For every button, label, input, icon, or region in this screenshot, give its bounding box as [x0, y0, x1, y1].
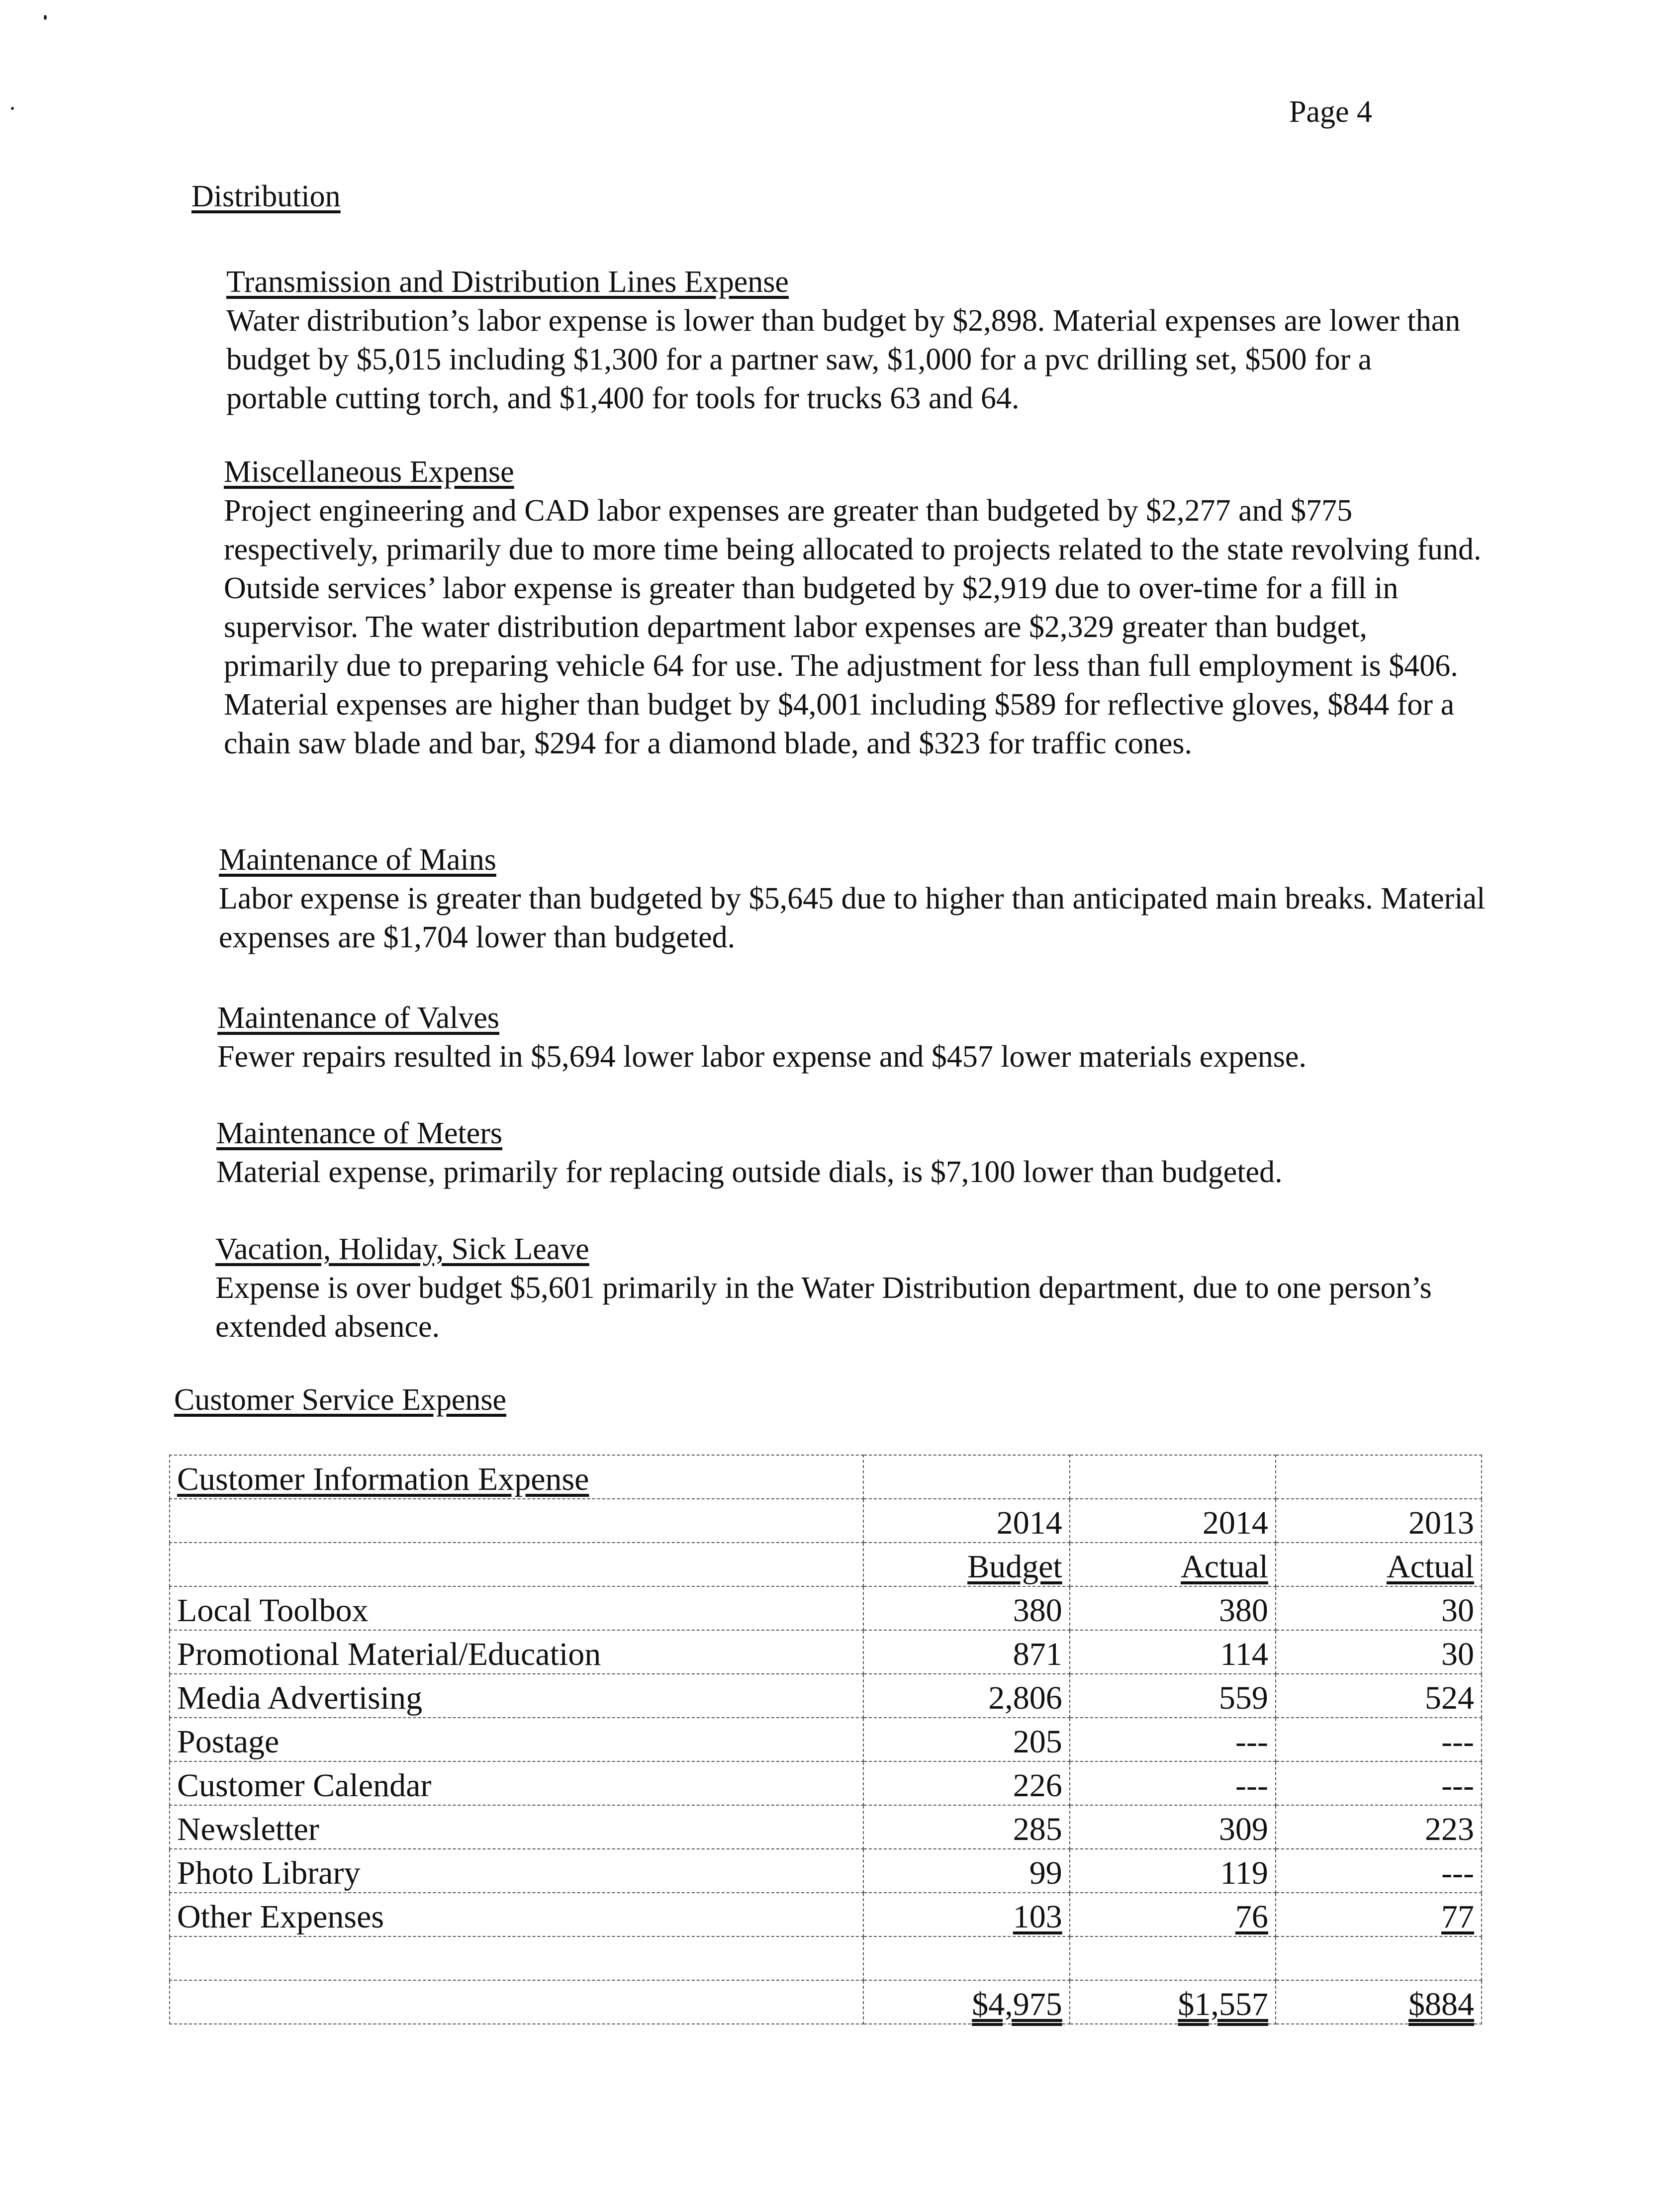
cell-budget-2014: 285	[863, 1805, 1069, 1849]
header-type-row	[170, 1543, 1482, 1586]
row-label: Other Expenses	[170, 1893, 863, 1936]
subsection-body: Fewer repairs resulted in $5,694 lower labor expense and $457 lower materials expense.	[217, 1040, 1307, 1074]
subsection-title: Miscellaneous Expense	[224, 455, 514, 489]
row-label: Newsletter	[170, 1805, 863, 1849]
cell-actual-2013: 30	[1276, 1586, 1482, 1630]
cell-actual-2013: ---	[1276, 1718, 1482, 1761]
cell-budget-2014: 226	[863, 1761, 1069, 1805]
scan-speck	[44, 15, 47, 20]
row-label: Postage	[170, 1718, 863, 1761]
cell-actual-2014: ---	[1070, 1718, 1276, 1761]
table-title-row	[170, 1455, 1482, 1499]
table-row	[170, 1630, 1482, 1674]
table-row	[170, 1674, 1482, 1718]
subsection-title: Maintenance of Meters	[216, 1116, 502, 1150]
cell-budget-2014: 871	[863, 1630, 1069, 1674]
cell-actual-2013: 223	[1276, 1805, 1482, 1849]
subsection-maintenance-meters	[216, 1114, 1490, 1192]
subsection-transmission	[226, 263, 1470, 418]
row-label: Photo Library	[170, 1849, 863, 1893]
row-label: Customer Calendar	[170, 1761, 863, 1805]
subsection-maintenance-mains	[219, 840, 1492, 957]
header-type: Actual	[1276, 1543, 1482, 1586]
cell-actual-2013: ---	[1276, 1761, 1482, 1805]
cell-budget-2014: 103	[863, 1893, 1069, 1936]
subsection-body: Material expense, primarily for replacing outside dials, is $7,100 lower than budgeted.	[216, 1155, 1283, 1189]
cell-actual-2013: 524	[1276, 1674, 1482, 1718]
header-year: 2014	[1070, 1499, 1276, 1543]
header-year: 2013	[1276, 1499, 1482, 1543]
section-title-distribution: Distribution	[191, 180, 341, 213]
cell-actual-2014: 380	[1070, 1586, 1276, 1630]
total-budget-2014: $4,975	[863, 1980, 1069, 2024]
cell-actual-2013: ---	[1276, 1849, 1482, 1893]
subsection-body: Expense is over budget $5,601 primarily in the Water Distribution department, due to one person’s extended absence.	[215, 1271, 1432, 1344]
table-row	[170, 1586, 1482, 1630]
subsection-title: Transmission and Distribution Lines Expense	[226, 265, 789, 299]
table-title: Customer Information Expense	[170, 1455, 863, 1499]
table-row	[170, 1805, 1482, 1849]
subsection-body: Labor expense is greater than budgeted by $5,645 due to higher than anticipated main breaks. Material expenses are $1,704 lower than budgeted.	[219, 882, 1486, 954]
section-title-customer-service: Customer Service Expense	[174, 1383, 507, 1417]
row-label: Promotional Material/Education	[170, 1630, 863, 1674]
table-row	[170, 1761, 1482, 1805]
cell-actual-2014: 559	[1070, 1674, 1276, 1718]
cell-actual-2014: 309	[1070, 1805, 1276, 1849]
cell-actual-2014: 114	[1070, 1630, 1276, 1674]
table-row	[170, 1718, 1482, 1761]
cell-actual-2013: 77	[1276, 1893, 1482, 1936]
subsection-title: Maintenance of Valves	[217, 1001, 499, 1035]
cell-budget-2014: 99	[863, 1849, 1069, 1893]
header-type: Actual	[1070, 1543, 1276, 1586]
subsection-vacation-leave	[215, 1230, 1444, 1346]
cell-actual-2014: ---	[1070, 1761, 1276, 1805]
header-type: Budget	[863, 1543, 1069, 1586]
table-row	[170, 1893, 1482, 1936]
subsection-maintenance-valves	[217, 999, 1491, 1076]
cell-actual-2014: 76	[1070, 1893, 1276, 1936]
subsection-miscellaneous	[224, 453, 1482, 763]
spacer-row	[170, 1936, 1482, 1980]
subsection-title: Maintenance of Mains	[219, 843, 496, 877]
table-row	[170, 1849, 1482, 1893]
totals-row	[170, 1980, 1482, 2024]
total-actual-2014: $1,557	[1070, 1980, 1276, 2024]
cell-actual-2013: 30	[1276, 1630, 1482, 1674]
cell-budget-2014: 380	[863, 1586, 1069, 1630]
row-label: Media Advertising	[170, 1674, 863, 1718]
scan-speck	[11, 107, 14, 110]
header-year-row	[170, 1499, 1482, 1543]
subsection-title: Vacation, Holiday, Sick Leave	[215, 1232, 589, 1266]
cell-budget-2014: 205	[863, 1718, 1069, 1761]
row-label: Local Toolbox	[170, 1586, 863, 1630]
page-number: Page 4	[1289, 95, 1373, 129]
customer-information-table	[169, 1455, 1482, 2024]
cell-budget-2014: 2,806	[863, 1674, 1069, 1718]
cell-actual-2014: 119	[1070, 1849, 1276, 1893]
header-year: 2014	[863, 1499, 1069, 1543]
total-actual-2013: $884	[1276, 1980, 1482, 2024]
subsection-body: Project engineering and CAD labor expenses are greater than budgeted by $2,277 and $775 respectively, primarily due to more time being allocated to projects related to the state revolving fund. Outside services’ labor expense is greater than budgeted by $2,919 due to over-time for a fill in supervisor. The water distribution department labor expenses are $2,329 greater than budget, primarily due to preparing vehicle 64 for use. The adjustment for less than full employment is $406. Material expenses are higher than budget by $4,001 including $589 for reflective gloves, $844 for a chain saw blade and bar, $294 for a diamond blade, and $323 for traffic cones.	[224, 494, 1482, 760]
subsection-body: Water distribution’s labor expense is lower than budget by $2,898. Material expenses are lower than budget by $5,015 including $1,300 for a partner saw, $1,000 for a pvc drilling set, $500 for a portable cutting torch, and $1,400 for tools for trucks 63 and 64.	[226, 304, 1461, 415]
